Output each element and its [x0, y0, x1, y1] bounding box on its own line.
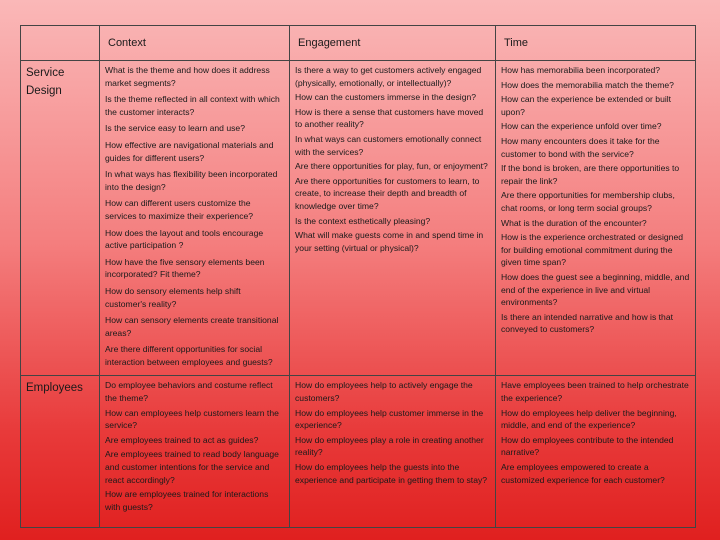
question-item: How has memorabilia been incorporated?: [501, 65, 661, 75]
question-item: Are employees trained to read body language and customer intentions for the service and react accordingly?: [105, 449, 279, 485]
question-item: Are there opportunities for customers to learn, to create, to increase their depth and breadth of knowledge over time?: [295, 175, 480, 211]
row-header-service-design: Service Design: [21, 61, 100, 376]
design-matrix-table: [20, 25, 696, 528]
question-item: Is the context esthetically pleasing?: [295, 215, 431, 226]
question-item: Have employees been trained to help orchestrate the experience?: [501, 380, 689, 404]
question-item: How can the experience be extended or built upon?: [501, 94, 672, 117]
question-item: What will make guests come in and spend time in your setting (virtual or physical)?: [295, 230, 484, 253]
table-row-service-design: [21, 61, 696, 376]
question-item: Are there opportunities for membership clubs, chat rooms, or long term social groups?: [501, 190, 675, 213]
cell-service-design-engagement: [290, 61, 496, 376]
question-item: How does the layout and tools encourage active participation ?: [105, 227, 264, 251]
column-header-engagement: Engagement: [290, 26, 496, 61]
question-item: How are employees trained for interactions with guests?: [105, 489, 269, 512]
question-item: How does the memorabilia match the theme?: [501, 79, 674, 90]
header-row: [21, 26, 696, 61]
question-item: In what ways can customers emotionally connect with the services?: [295, 133, 482, 157]
column-header-time: Time: [496, 26, 696, 61]
question-item: Is there a way to get customers actively engaged (physically, emotionally, or intellectually)?: [295, 65, 482, 88]
question-item: Are employees empowered to create a customized experience for each customer?: [501, 462, 665, 485]
corner-cell: [21, 26, 100, 61]
question-item: Are employees trained to act as guides?: [105, 434, 259, 445]
question-item: How do employees help customer immerse in the experience?: [295, 407, 484, 431]
cell-employees-time: [496, 376, 696, 528]
question-item: Do employee behaviors and costume reflect the theme?: [105, 380, 273, 404]
row-header-employees: Employees: [21, 376, 100, 528]
question-item: How do employees help deliver the beginning, middle, and end of the experience?: [501, 407, 677, 431]
question-item: What is the theme and how does it address market segments?: [105, 65, 270, 88]
cell-employees-engagement: [290, 376, 496, 528]
table-row-employees: [21, 376, 696, 528]
question-item: How many encounters does it take for the customer to bond with the service?: [501, 135, 660, 159]
column-header-context: Context: [100, 26, 290, 61]
question-item: How effective are navigational materials and guides for different users?: [105, 139, 274, 163]
cell-service-design-time: [496, 61, 696, 376]
question-item: How do employees help to actively engage the customers?: [295, 380, 473, 404]
question-item: How can the experience unfold over time?: [501, 121, 662, 132]
question-item: Are there opportunities for play, fun, or enjoyment?: [295, 161, 488, 172]
question-item: How is there a sense that customers have moved to another reality?: [295, 106, 484, 130]
question-item: How can the customers immerse in the design?: [295, 92, 477, 103]
question-item: Are there different opportunities for social interaction between employees and guests?: [105, 344, 273, 367]
question-item: How do sensory elements help shift customer's reality?: [105, 285, 241, 309]
question-item: What is the duration of the encounter?: [501, 217, 647, 228]
question-item: How do employees contribute to the intended narrative?: [501, 434, 674, 458]
question-item: If the bond is broken, are there opportunities to repair the link?: [501, 163, 680, 186]
cell-service-design-context: [100, 61, 290, 376]
question-item: How can different users customize the services to maximize their experience?: [105, 198, 254, 221]
question-item: How have the five sensory elements been incorporated? Fit theme?: [105, 256, 265, 280]
question-item: How can sensory elements create transitional areas?: [105, 315, 279, 338]
question-item: In what ways has flexibility been incorporated into the design?: [105, 169, 278, 192]
question-item: How is the experience orchestrated or designed for building emotional commitment during the given time span?: [501, 232, 684, 268]
question-item: Is there an intended narrative and how is that conveyed to customers?: [501, 311, 673, 335]
question-item: Is the theme reflected in all context with which the customer interacts?: [105, 94, 280, 117]
question-item: How does the guest see a beginning, middle, and end of the experience in live and virtual environments?: [501, 271, 690, 308]
question-item: How do employees help the guests into the experience and participate in getting them to stay?: [295, 462, 488, 485]
question-item: How can employees help customers learn the service?: [105, 407, 279, 431]
cell-employees-context: [100, 376, 290, 528]
question-item: How do employees play a role in creating another reality?: [295, 434, 484, 458]
question-item: Is the service easy to learn and use?: [105, 123, 245, 134]
